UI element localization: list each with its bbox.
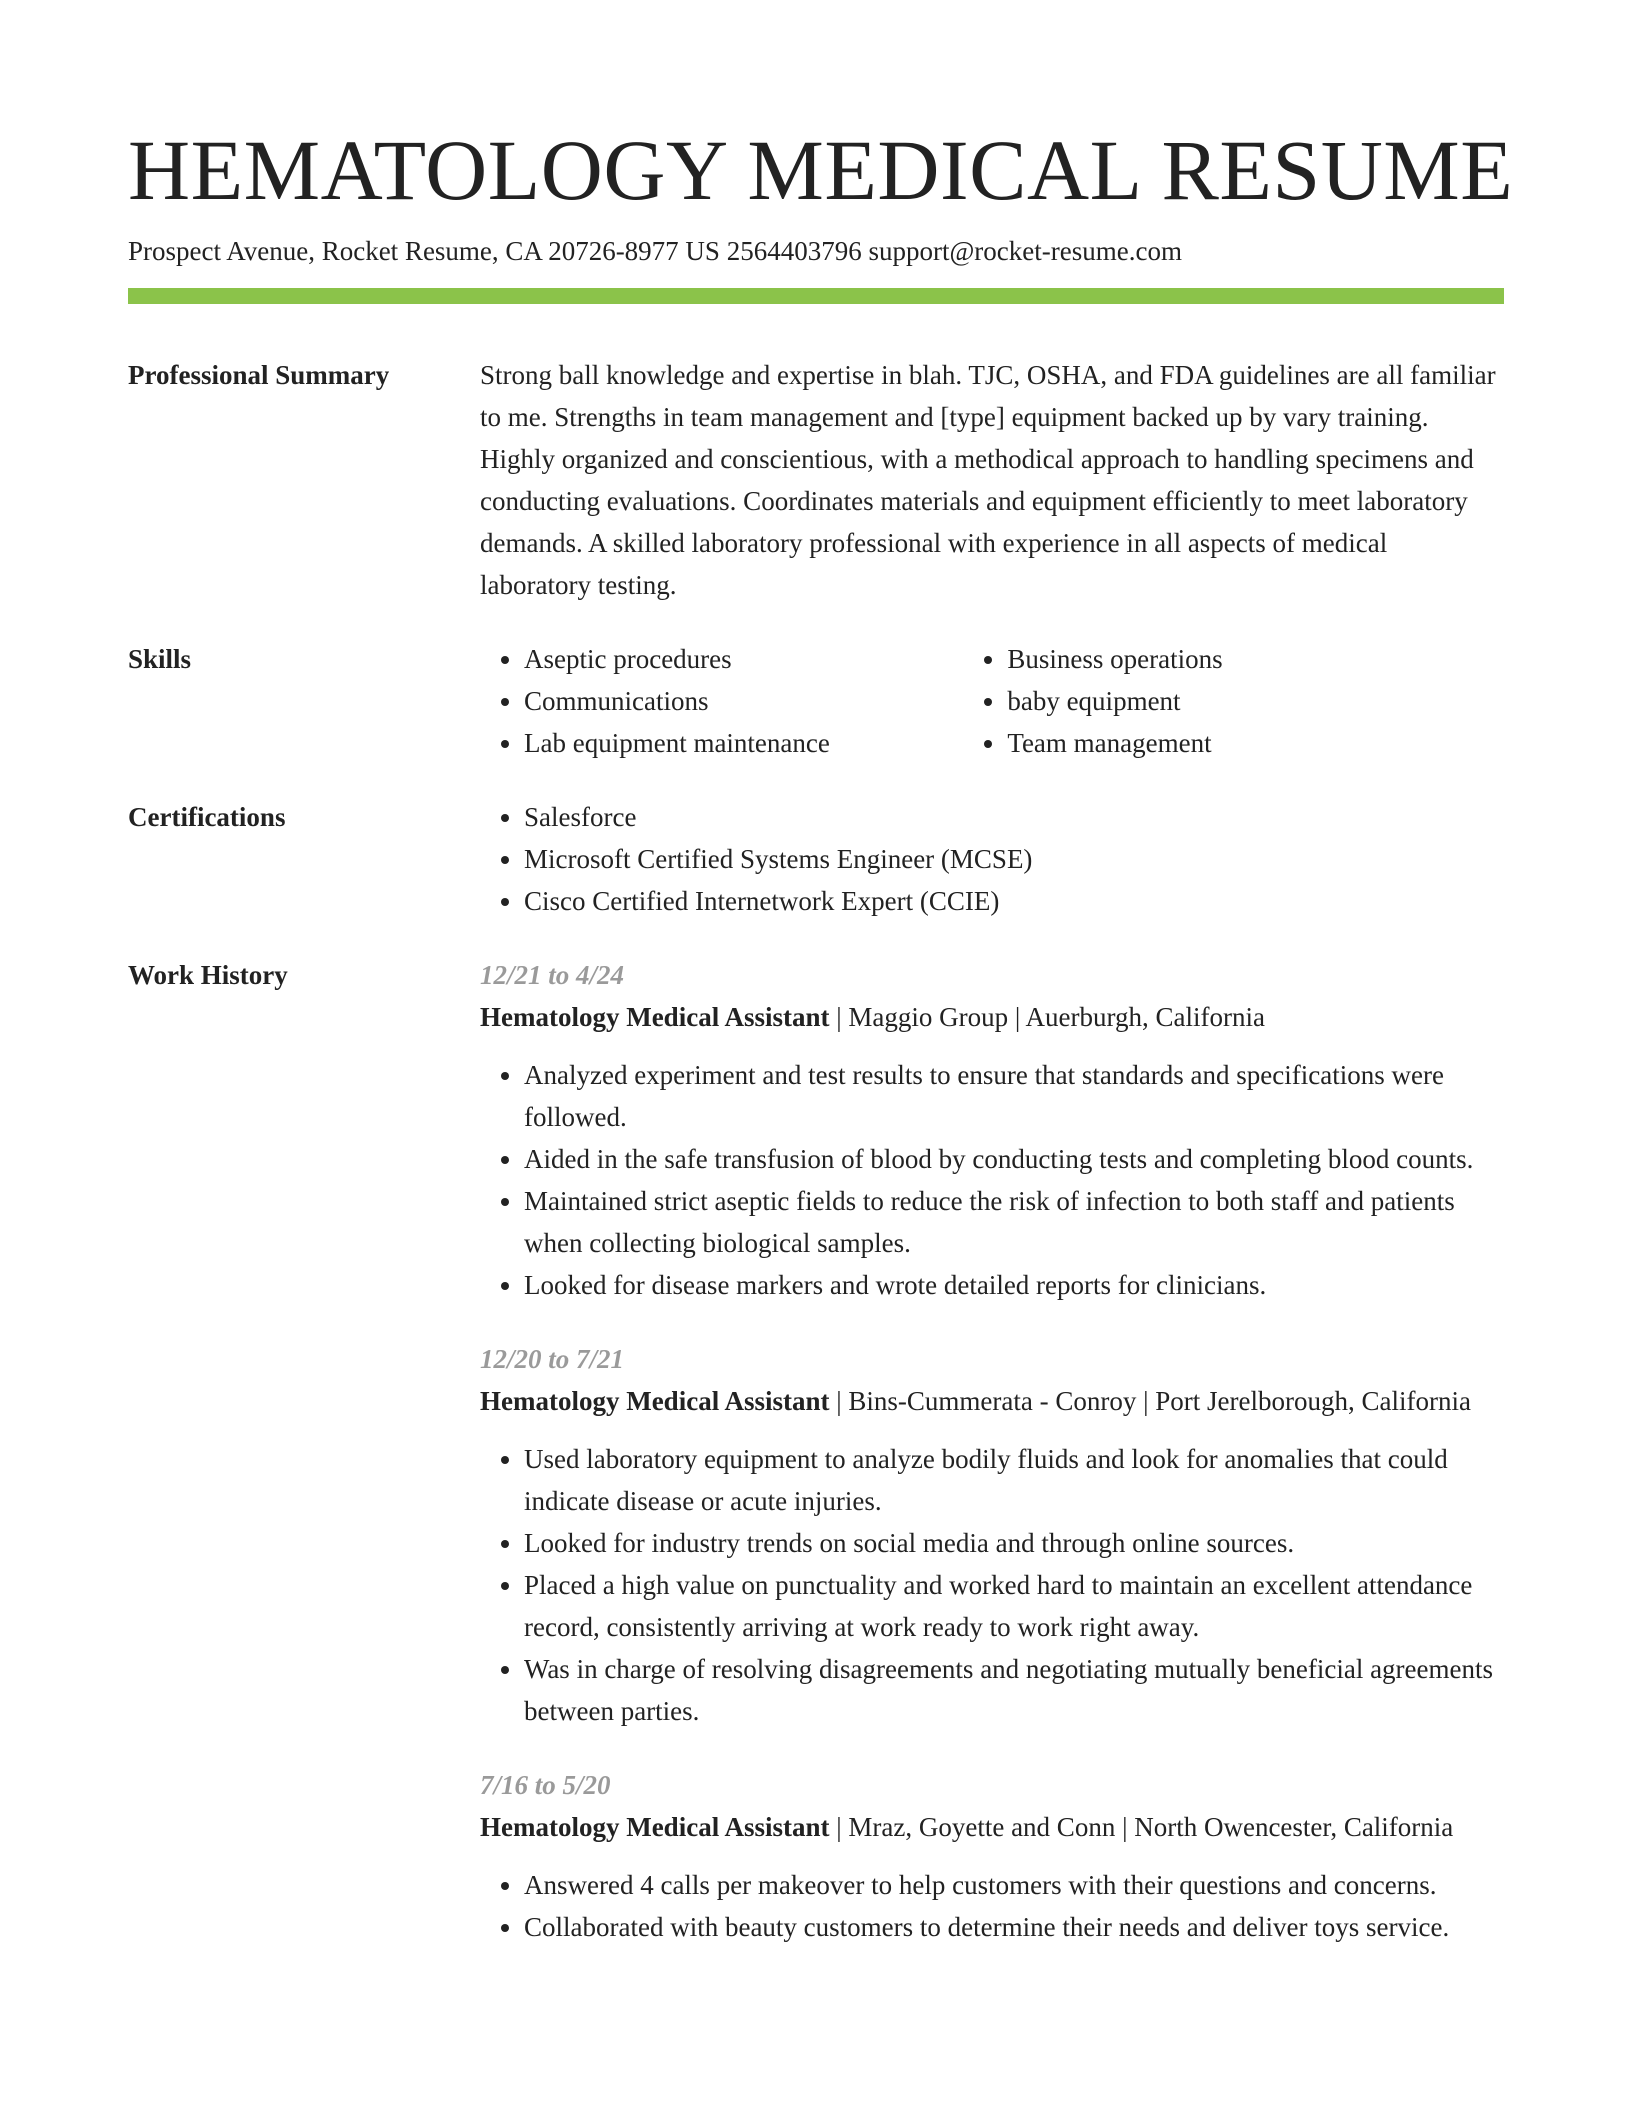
job-heading xyxy=(480,996,1504,1038)
skills-list-right xyxy=(963,638,1504,764)
job-entry xyxy=(480,954,1504,1306)
job-bullet: • Answered 4 calls per makeover to help customers with their questions and concerns. xyxy=(524,1864,1504,1906)
section-label: Skills xyxy=(128,644,192,674)
job-entry xyxy=(480,1764,1504,1948)
skills-section xyxy=(128,638,1504,764)
job-dates: 7/16 to 5/20 xyxy=(480,1770,611,1800)
certifications-list xyxy=(480,796,1504,922)
skill-item: • baby equipment xyxy=(1007,680,1504,722)
job-bullet: • Collaborated with beauty customers to determine their needs and deliver toys service. xyxy=(524,1906,1504,1948)
section-label: Certifications xyxy=(128,802,286,832)
section-label: Professional Summary xyxy=(128,360,390,390)
skills-columns xyxy=(480,638,1504,764)
job-bullets xyxy=(480,1054,1504,1306)
job-employer-location: | Maggio Group | Auerburgh, California xyxy=(829,1002,1265,1032)
work-history-body xyxy=(480,954,1504,1948)
skill-item: • Aseptic procedures xyxy=(524,638,963,680)
skill-item: • Business operations xyxy=(1007,638,1504,680)
job-bullet: • Analyzed experiment and test results to ensure that standards and specifications were followed. xyxy=(524,1054,1504,1138)
job-employer-location: | Mraz, Goyette and Conn | North Owencester, California xyxy=(829,1812,1454,1842)
section-label: Work History xyxy=(128,960,288,990)
job-bullet: • Aided in the safe transfusion of blood by conducting tests and completing blood counts. xyxy=(524,1138,1504,1180)
job-entry xyxy=(480,1338,1504,1732)
job-dates: 12/20 to 7/21 xyxy=(480,1344,625,1374)
job-bullets xyxy=(480,1438,1504,1732)
resume-page xyxy=(128,0,1514,1948)
job-title: Hematology Medical Assistant xyxy=(480,1002,830,1032)
contact-line: Prospect Avenue, Rocket Resume, CA 20726-8977 US 2564403796 support@rocket-resume.com xyxy=(128,236,1182,266)
certifications-section xyxy=(128,796,1504,922)
summary-text: Strong ball knowledge and expertise in blah. TJC, OSHA, and FDA guidelines are all familiar to me. Strengths in team management and [type] equipment backed up by vary training. Highly organized and conscientious, with a methodical approach to handling specimens and conducting evaluations. Coordinates materials and equipment efficiently to meet laboratory demands. A skilled laboratory professional with experience in all aspects of medical laboratory testing. xyxy=(480,360,1496,600)
skills-list-left xyxy=(480,638,963,764)
job-title: Hematology Medical Assistant xyxy=(480,1386,830,1416)
job-bullet: • Placed a high value on punctuality and worked hard to maintain an excellent attendance record, consistently arriving at work ready to work right away. xyxy=(524,1564,1504,1648)
job-dates: 12/21 to 4/24 xyxy=(480,960,625,990)
certifications-body xyxy=(480,796,1504,922)
certification-item: • Cisco Certified Internetwork Expert (CCIE) xyxy=(524,880,1504,922)
certification-item: • Salesforce xyxy=(524,796,1504,838)
job-bullet: • Looked for industry trends on social media and through online sources. xyxy=(524,1522,1504,1564)
work-history-section xyxy=(128,954,1504,1948)
professional-summary-section xyxy=(128,354,1504,606)
job-heading xyxy=(480,1806,1504,1848)
job-bullet: • Maintained strict aseptic fields to reduce the risk of infection to both staff and patients when collecting biological samples. xyxy=(524,1180,1504,1264)
certification-item: • Microsoft Certified Systems Engineer (MCSE) xyxy=(524,838,1504,880)
job-title: Hematology Medical Assistant xyxy=(480,1812,830,1842)
job-employer-location: | Bins-Cummerata - Conroy | Port Jerelborough, California xyxy=(829,1386,1471,1416)
job-bullet: • Used laboratory equipment to analyze bodily fluids and look for anomalies that could indicate disease or acute injuries. xyxy=(524,1438,1504,1522)
job-bullet: • Looked for disease markers and wrote detailed reports for clinicians. xyxy=(524,1264,1504,1306)
job-heading xyxy=(480,1380,1504,1422)
skill-item: • Lab equipment maintenance xyxy=(524,722,963,764)
skill-item: • Team management xyxy=(1007,722,1504,764)
job-bullets xyxy=(480,1864,1504,1948)
job-bullet: • Was in charge of resolving disagreements and negotiating mutually beneficial agreements between parties. xyxy=(524,1648,1504,1732)
accent-divider xyxy=(128,288,1504,304)
resume-title: HEMATOLOGY MEDICAL RESUME xyxy=(128,122,1514,218)
skill-item: • Communications xyxy=(524,680,963,722)
